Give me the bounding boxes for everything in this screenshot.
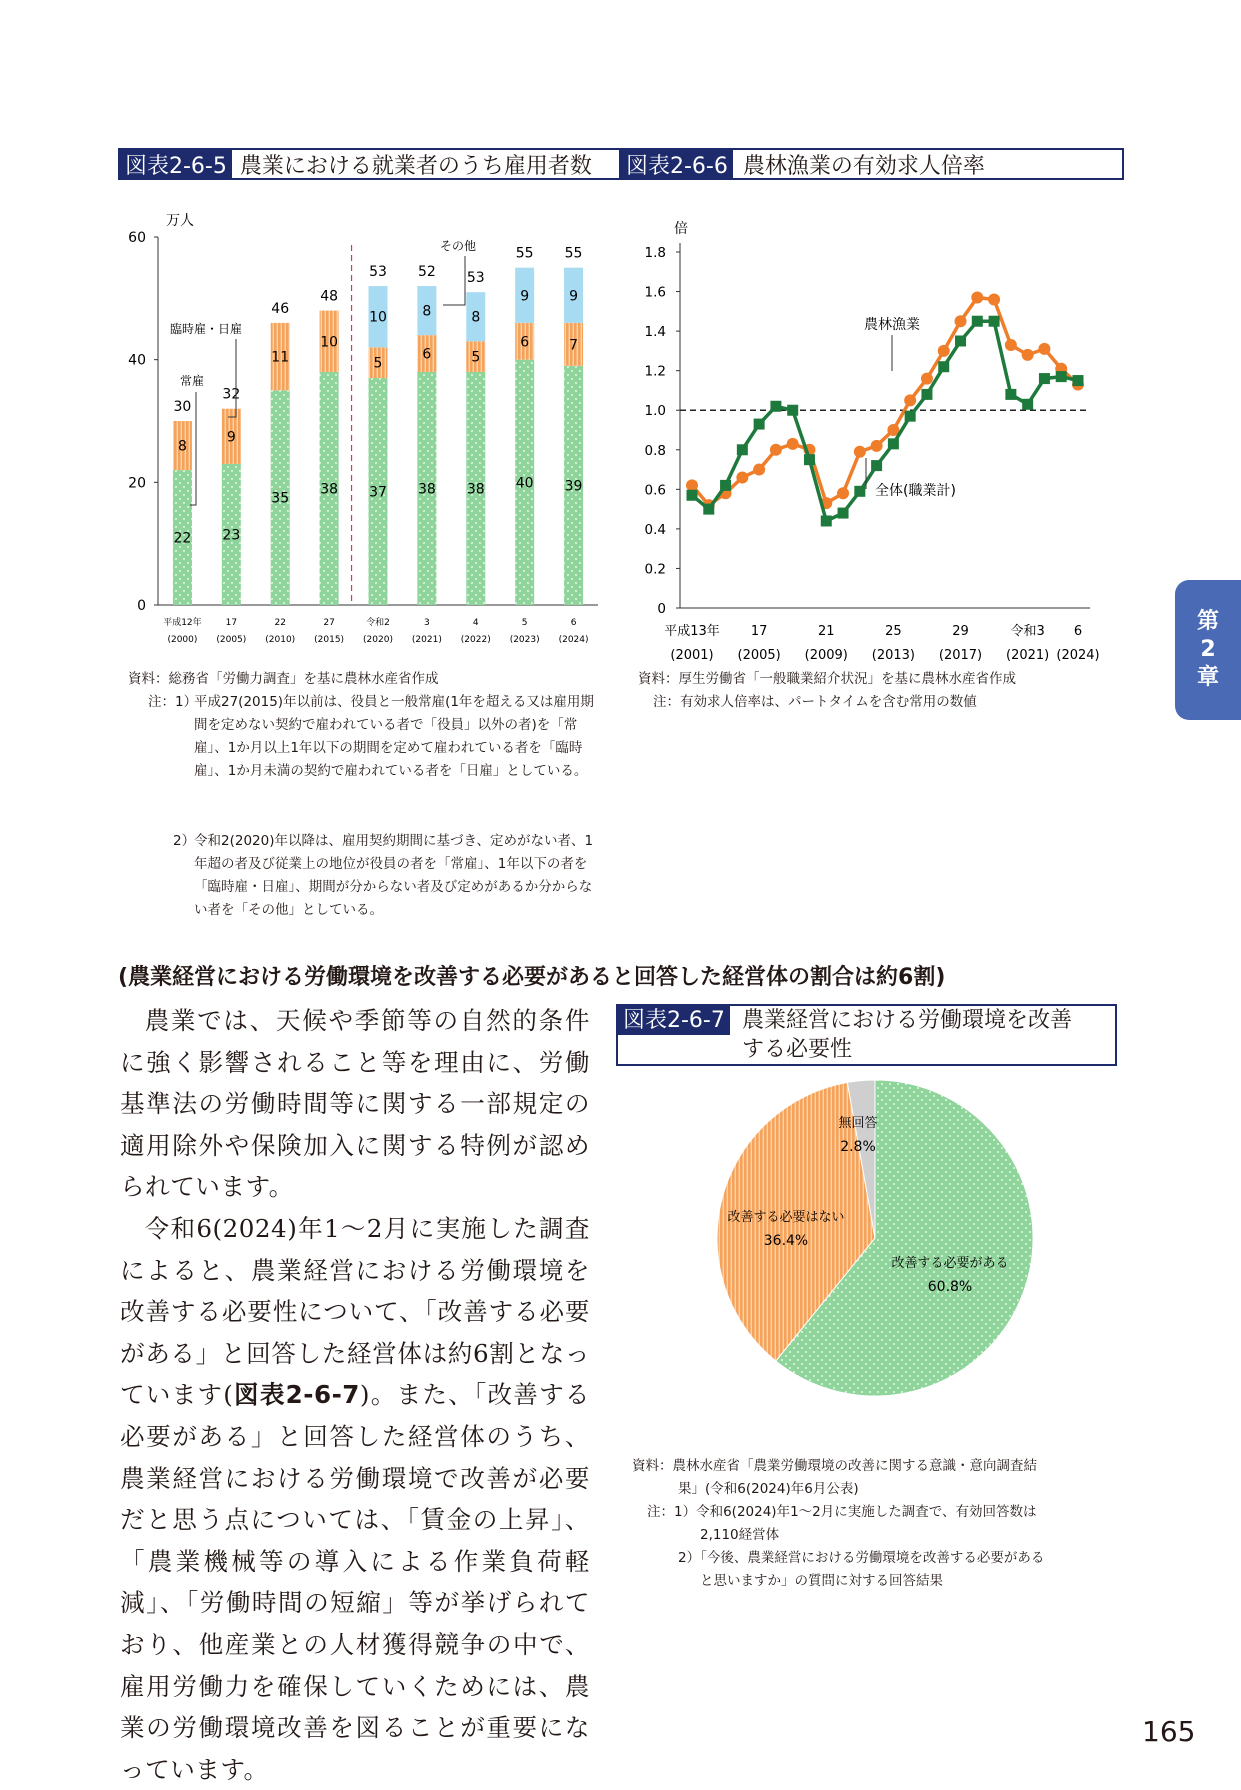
x-tick-label: 27: [323, 618, 335, 628]
line-chart-marks: [686, 291, 1084, 526]
pie-label-name: 改善する必要がある: [891, 1256, 1009, 1271]
bar-total-label: 32: [222, 386, 241, 403]
leader-other: [443, 256, 465, 305]
fig-2-6-7-label: 図表2-6-7: [618, 1006, 730, 1035]
y-tick-label: 0.2: [644, 561, 666, 578]
point-agri: [1039, 373, 1050, 384]
x-tick-label: (2024): [558, 635, 589, 645]
point-all: [1038, 343, 1050, 355]
fig-2-6-6-source: 資料：厚生労働省「一般職業紹介状況」を基に農林水産省作成: [638, 671, 1016, 687]
y-tick-label: 1.2: [644, 363, 666, 380]
y-tick-label: 1.6: [644, 284, 666, 301]
x-tick-label: (2020): [363, 635, 393, 645]
point-agri: [804, 454, 815, 465]
fig-2-6-6-title: 農林漁業の有効求人倍率: [742, 153, 985, 179]
x-tick-label: 令和3: [1010, 624, 1045, 639]
fig-2-6-6-header: [621, 148, 1124, 180]
y-axis-unit: 万人: [166, 213, 194, 229]
y-tick-label: 0.8: [644, 442, 666, 459]
bar-value-label: 10: [369, 309, 387, 326]
employees-bar-chart: [118, 205, 608, 655]
point-agri: [871, 460, 882, 471]
fig-2-6-5-note-2: [128, 831, 598, 931]
fig-2-6-5-label: 図表2-6-5: [120, 150, 232, 178]
bar-total-label: 48: [320, 288, 339, 305]
bar-total-label: 53: [369, 264, 387, 281]
bar-value-label: 23: [222, 527, 241, 544]
point-agri: [1005, 389, 1016, 400]
point-agri: [754, 419, 765, 430]
point-agri: [1073, 375, 1084, 386]
pie-label-value: 36.4%: [763, 1233, 809, 1249]
body-paragraph-2: [120, 1208, 590, 1790]
bar-value-label: 39: [564, 478, 583, 495]
point-agri: [905, 411, 916, 422]
x-tick-label: 令和2: [366, 618, 390, 628]
point-agri: [737, 444, 748, 455]
point-all: [736, 471, 748, 483]
pie-label-name: 改善する必要はない: [727, 1210, 845, 1225]
point-agri: [938, 361, 949, 372]
x-tick-label: (2015): [314, 635, 345, 645]
x-tick-label: (2005): [737, 648, 781, 663]
note-1-lead: 注：1）: [148, 694, 198, 710]
section-heading: (農業経営における労働環境を改善する必要があると回答した経営体の割合は約6割): [118, 965, 946, 990]
fig-2-6-6-label: 図表2-6-6: [621, 150, 733, 178]
fig-2-6-5-source: 資料：総務省「労働力調査」を基に農林水産省作成: [128, 671, 439, 687]
series-label-all: 全体(職業計): [875, 483, 956, 499]
note-2-lead: 2）: [173, 833, 196, 849]
fig-2-6-5-header: [118, 148, 621, 180]
y-tick-label: 0.4: [644, 521, 666, 538]
point-agri: [687, 490, 698, 501]
x-tick-label: 25: [885, 624, 902, 639]
bar-value-label: 5: [373, 355, 383, 372]
note-2-text: 令和2(2020)年以降は、雇用契約期間に基づき、定めがない者、1年超の者及び従業上の地位が役員の者を「常雇」、1年以下の者を「臨時雇・日雇」、期間が分からない者及び定めがあるか分からない者を「その他」としている。: [194, 833, 594, 918]
point-agri: [1022, 399, 1033, 410]
bar-value-label: 9: [569, 288, 579, 305]
point-all: [686, 479, 698, 491]
point-agri: [888, 438, 899, 449]
x-tick-label: (2017): [938, 648, 983, 663]
bar-value-label: 5: [471, 349, 481, 366]
point-agri: [838, 508, 849, 519]
series-label-agri: 農林漁業: [864, 317, 920, 333]
body-paragraph-1: 農業では、天候や季節等の自然的条件に強く影響されること等を理由に、労働基準法の労働時間等に関する一部規定の適用除外や保険加入に関する特例が認められています。: [120, 1006, 590, 1202]
x-tick-label: (2001): [670, 648, 714, 663]
chapter-tab[interactable]: [1175, 580, 1241, 720]
point-all: [787, 438, 799, 450]
fig-2-6-5-notes: [128, 668, 598, 931]
bar-total-label: 46: [271, 300, 290, 317]
point-agri: [955, 336, 966, 347]
bar-value-label: 8: [177, 438, 187, 455]
x-tick-label: (2013): [871, 648, 916, 663]
bar-value-label: 10: [320, 334, 339, 351]
bar-chart-marks: [173, 246, 583, 605]
x-tick-label: 6: [570, 618, 577, 628]
point-agri: [770, 401, 781, 412]
point-agri: [1056, 371, 1067, 382]
bar-value-label: 40: [515, 475, 534, 492]
point-agri: [989, 316, 1000, 327]
x-tick-label: (2005): [216, 635, 247, 645]
bar-value-label: 9: [520, 288, 530, 305]
x-tick-label: 平成13年: [664, 624, 720, 639]
point-agri: [787, 405, 798, 416]
point-all: [871, 440, 883, 452]
x-tick-label: 29: [952, 624, 969, 639]
fig-2-6-7-notes: [632, 1455, 1122, 1593]
bar-value-label: 6: [422, 346, 432, 363]
body-paragraph-2-b: )。また、「改善する必要がある」と回答した経営体のうち、農業経営における労働環境で改善が必要だと思う点については、「賃金の上昇」、「農業機械等の導入による作業負荷軽減」、「労働時間の短縮」等が挙げられており、他産業との人材獲得競争の中で、雇用労働力を確保していくためには、農業の労働環境改善を図ることが重要になっています。: [120, 1380, 590, 1784]
point-all: [938, 345, 950, 357]
y-tick-label: 20: [128, 475, 146, 492]
fig-2-6-7-title-line1: 農業経営における労働環境を改善: [742, 1008, 1073, 1033]
chapter-tab-line2: 2: [1200, 637, 1216, 662]
bar-value-label: 22: [173, 530, 192, 547]
bar-value-label: 9: [226, 429, 236, 446]
bar-total-label: 53: [466, 270, 485, 287]
body-paragraph-2-a: 令和6(2024)年1～2月に実施した調査によると、農業経営における労働環境を改善する必要性について、「改善する必要がある」と回答した経営体は約6割となっています(: [120, 1213, 590, 1410]
fig-2-6-5-note-1: [128, 691, 598, 831]
fig-2-6-7-note-2b: と思いますか」の質問に対する回答結果: [700, 1573, 943, 1589]
bar-value-label: 11: [271, 349, 290, 366]
x-tick-label: 6: [1073, 624, 1083, 639]
point-all: [904, 394, 916, 406]
x-tick-label: 22: [274, 618, 286, 628]
y-tick-label: 0.6: [644, 482, 666, 499]
bar-value-label: 38: [466, 481, 485, 498]
point-all: [988, 293, 1000, 305]
annotation-temp: 臨時雇・日雇: [170, 322, 243, 336]
point-all: [1022, 349, 1034, 361]
fig-2-6-7-source-1: 資料：農林水産省「農業労働環境の改善に関する意識・意向調査結: [632, 1458, 1037, 1474]
fig-2-6-7-source-2: 果」(令和6(2024)年6月公表): [678, 1481, 859, 1497]
bar-value-label: 38: [417, 481, 436, 498]
fig-2-6-6-note: 注：有効求人倍率は、パートタイムを含む常用の数値: [653, 694, 977, 710]
x-tick-label: (2024): [1056, 648, 1100, 663]
body-text: [120, 1000, 590, 1790]
point-all: [837, 487, 849, 499]
fig-2-6-7-note-2a: 2）「今後、農業経営における労働環境を改善する必要がある: [678, 1550, 1045, 1566]
bar-total-label: 55: [564, 245, 583, 262]
y-tick-label: 60: [128, 230, 146, 246]
fig-2-6-7-note-1a: 注：1）令和6(2024)年1～2月に実施した調査で、有効回答数は: [647, 1504, 1037, 1520]
fig-2-6-6-notes: [638, 668, 1108, 714]
bar-value-label: 7: [569, 337, 579, 354]
point-agri: [854, 486, 865, 497]
point-all: [955, 315, 967, 327]
point-all: [753, 464, 765, 476]
y-tick-label: 1.8: [644, 245, 666, 261]
pie-label-value: 2.8%: [840, 1139, 876, 1155]
point-all: [921, 373, 933, 385]
y-tick-label: 40: [128, 352, 146, 369]
point-all: [770, 444, 782, 456]
pie-label-name: 無回答: [838, 1116, 878, 1131]
point-agri: [972, 316, 983, 327]
note-1-text: 平成27(2015)年以前は、役員と一般常雇(1年を超える又は雇用期間を定めない契約で雇われている者で「役員」以外の者)を「常雇」、1か月以上1年以下の期間を定めて雇われている者を「臨時雇」、1か月未満の契約で雇われている者を「日雇」としている。: [194, 694, 594, 779]
chapter-tab-line3: 章: [1196, 665, 1219, 690]
bar-total-label: 30: [173, 399, 192, 415]
fig-2-6-7-header: [616, 1004, 1117, 1066]
improvement-need-pie-chart: [700, 1070, 1060, 1410]
x-tick-label: (2010): [265, 635, 296, 645]
chapter-tab-line1: 第: [1196, 609, 1219, 634]
page-number: 165: [1142, 1715, 1196, 1748]
y-tick-label: 1.4: [644, 324, 666, 341]
x-tick-label: 4: [472, 618, 479, 628]
point-agri: [703, 504, 714, 515]
point-agri: [921, 389, 932, 400]
y-tick-label: 0: [137, 598, 146, 614]
point-agri: [821, 515, 832, 526]
x-tick-label: 平成12年: [163, 618, 202, 628]
x-tick-label: (2021): [411, 635, 442, 645]
y-axis-unit: 倍: [674, 221, 688, 237]
x-tick-label: (2000): [167, 635, 198, 645]
x-tick-label: (2022): [460, 635, 491, 645]
bar-value-label: 37: [369, 484, 387, 501]
point-all: [1005, 339, 1017, 351]
figure-reference: 図表2-6-7: [233, 1380, 360, 1410]
bar-value-label: 35: [271, 490, 290, 507]
y-tick-label: 1.0: [644, 403, 666, 420]
leader-temp: [228, 339, 236, 417]
x-tick-label: 3: [424, 618, 430, 628]
fig-2-6-5-title: 農業における就業者のうち雇用者数: [239, 153, 592, 179]
bar-total-label: 52: [417, 264, 436, 281]
bar-value-label: 8: [422, 303, 432, 320]
fig-2-6-7-note-1b: 2,110経営体: [700, 1527, 780, 1543]
point-agri: [720, 480, 731, 491]
annotation-other: その他: [440, 239, 477, 253]
y-tick-label: 0: [657, 601, 666, 617]
x-tick-label: (2021): [1006, 648, 1050, 663]
point-all: [854, 446, 866, 458]
bar-value-label: 38: [320, 481, 339, 498]
job-ratio-line-chart: [630, 215, 1120, 670]
x-tick-label: (2023): [509, 635, 540, 645]
pie-label-value: 60.8%: [927, 1279, 973, 1295]
point-all: [971, 291, 983, 303]
fig-2-6-7-title-line2: する必要性: [742, 1037, 853, 1062]
x-tick-label: 17: [225, 618, 238, 628]
bar-value-label: 6: [520, 334, 530, 351]
annotation-regular: 常雇: [180, 374, 205, 388]
x-tick-label: 17: [750, 624, 768, 639]
x-tick-label: 5: [521, 618, 528, 628]
bar-value-label: 8: [471, 309, 481, 326]
x-tick-label: 21: [817, 624, 835, 639]
x-tick-label: (2009): [804, 648, 848, 663]
bar-total-label: 55: [515, 245, 534, 262]
